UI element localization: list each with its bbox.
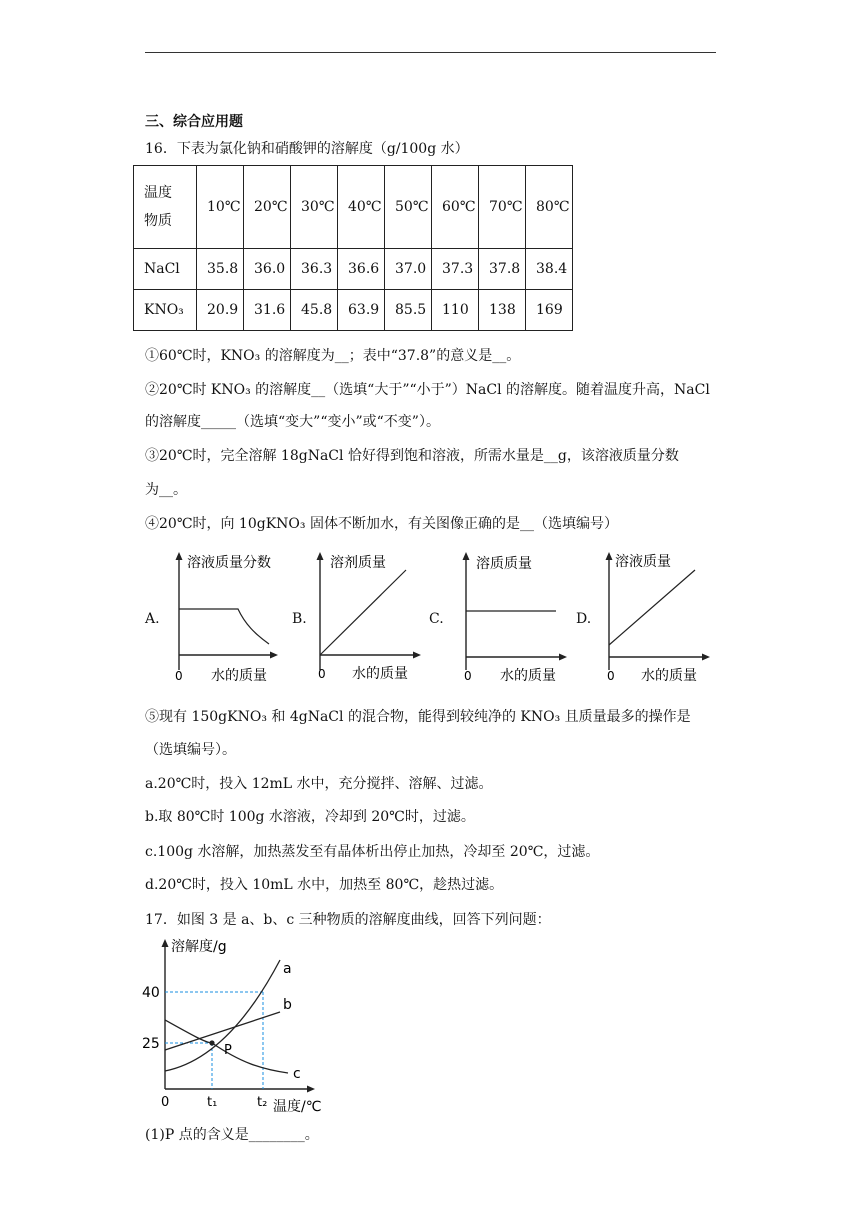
corner-substance-label: 物质 bbox=[144, 213, 172, 229]
q17-title: 17．如图 3 是 a、b、c 三种物质的溶解度曲线，回答下列问题： bbox=[145, 912, 551, 928]
q17-sub1: (1)P 点的含义是________。 bbox=[145, 1127, 319, 1143]
y-axis-label: 溶解度/g bbox=[171, 939, 227, 955]
q16-sub3-line1: ③20℃时，完全溶解 18gNaCl 恰好得到饱和溶液，所需水量是__g，该溶液质量分数 bbox=[145, 448, 679, 464]
q16-sub4: ④20℃时，向 10gKNO₃ 固体不断加水，有关图像正确的是__（选填编号） bbox=[145, 516, 618, 532]
temp-header: 50℃ bbox=[385, 166, 432, 249]
curve-b-label: b bbox=[283, 997, 292, 1013]
graph-origin: 0 bbox=[318, 667, 326, 681]
point-p bbox=[209, 1040, 214, 1045]
x-tick-label: t₁ bbox=[207, 1095, 218, 1110]
x-axis-arrow bbox=[559, 654, 567, 661]
origin-label: 0 bbox=[161, 1095, 170, 1110]
graph-x-label: 水的质量 bbox=[352, 666, 408, 682]
solubility-curve-figure bbox=[140, 934, 340, 1120]
table-row bbox=[134, 249, 573, 290]
graph-x-label: 水的质量 bbox=[211, 668, 267, 684]
q16-sub2-line2: 的溶解度_____（选填“变大”“变小”或“不变”）。 bbox=[145, 414, 440, 430]
q16-sub2-line1: ②20℃时 KNO₃ 的溶解度__（选填“大于”“小于”）NaCl 的溶解度。随着温度升高，NaCl bbox=[145, 382, 710, 398]
table-row bbox=[134, 290, 573, 331]
table-cell: 85.5 bbox=[385, 290, 432, 331]
table-cell: 36.3 bbox=[291, 249, 338, 290]
y-tick-label: 40 bbox=[142, 985, 160, 1001]
graph-y-label: 溶剂质量 bbox=[330, 555, 386, 571]
table-cell: 45.8 bbox=[291, 290, 338, 331]
table-cell: 36.0 bbox=[244, 249, 291, 290]
table-cell: 36.6 bbox=[338, 249, 385, 290]
graph-origin: 0 bbox=[607, 669, 615, 683]
graph-option-label: B. bbox=[292, 611, 307, 627]
graph-b-line bbox=[320, 570, 406, 655]
graph-a-curve bbox=[179, 609, 269, 644]
temp-header: 40℃ bbox=[338, 166, 385, 249]
q16-option-c: c.100g 水溶解，加热蒸发至有晶体析出停止加热，冷却至 20℃，过滤。 bbox=[145, 844, 600, 860]
x-axis-arrow bbox=[413, 652, 421, 659]
curve-a-label: a bbox=[283, 961, 292, 977]
x-axis-arrow bbox=[307, 1086, 315, 1093]
table-cell: 37.0 bbox=[385, 249, 432, 290]
temp-header: 10℃ bbox=[197, 166, 244, 249]
q16-option-a: a.20℃时，投入 12mL 水中，充分搅拌、溶解、过滤。 bbox=[145, 776, 493, 792]
table-cell: 63.9 bbox=[338, 290, 385, 331]
table-cell: 37.8 bbox=[479, 249, 526, 290]
q16-title: 16．下表为氯化钠和硝酸钾的溶解度（g/100g 水） bbox=[145, 141, 469, 157]
table-cell: 20.9 bbox=[197, 290, 244, 331]
section-title: 三、综合应用题 bbox=[145, 114, 243, 130]
header-rule bbox=[145, 52, 716, 53]
q16-sub3-line2: 为__。 bbox=[145, 482, 187, 498]
table-cell: 169 bbox=[526, 290, 573, 331]
q16-sub5-line2: （选填编号）。 bbox=[145, 742, 236, 758]
temp-header: 80℃ bbox=[526, 166, 573, 249]
temp-header: 20℃ bbox=[244, 166, 291, 249]
graph-option-label: D. bbox=[576, 611, 592, 627]
solubility-table bbox=[133, 165, 573, 331]
table-header-row bbox=[134, 166, 573, 249]
table-cell: 31.6 bbox=[244, 290, 291, 331]
q16-option-d: d.20℃时，投入 10mL 水中，加热至 80℃，趁热过滤。 bbox=[145, 877, 504, 893]
table-cell: 138 bbox=[479, 290, 526, 331]
graph-y-label: 溶液质量 bbox=[615, 554, 671, 570]
table-cell: 110 bbox=[432, 290, 479, 331]
y-axis-arrow bbox=[317, 552, 324, 560]
q16-sub1: ①60℃时，KNO₃ 的溶解度为__；表中“37.8”的意义是__。 bbox=[145, 348, 521, 364]
y-axis-arrow bbox=[162, 939, 169, 947]
graph-d bbox=[595, 548, 720, 688]
graph-b bbox=[306, 548, 431, 688]
temp-header: 60℃ bbox=[432, 166, 479, 249]
curve-c-label: c bbox=[293, 1066, 301, 1082]
graph-a bbox=[165, 548, 290, 688]
corner-temperature-label: 温度 bbox=[144, 185, 172, 201]
graph-x-label: 水的质量 bbox=[500, 668, 556, 684]
temp-header: 30℃ bbox=[291, 166, 338, 249]
y-axis-arrow bbox=[463, 552, 470, 560]
graph-d-line bbox=[609, 570, 695, 645]
x-axis-arrow bbox=[702, 654, 710, 661]
q16-sub5-line1: ⑤现有 150gKNO₃ 和 4gNaCl 的混合物，能得到较纯净的 KNO₃ 且质量最多的操作是 bbox=[145, 709, 691, 725]
x-axis-label: 温度/℃ bbox=[273, 1099, 322, 1115]
table-corner-cell bbox=[134, 166, 197, 249]
table-cell: 35.8 bbox=[197, 249, 244, 290]
graph-y-label: 溶质质量 bbox=[476, 556, 532, 572]
x-axis-arrow bbox=[270, 652, 278, 659]
y-axis-arrow bbox=[176, 552, 183, 560]
graph-option-label: C. bbox=[429, 611, 444, 627]
row-substance-name: NaCl bbox=[134, 249, 197, 290]
graph-origin: 0 bbox=[464, 669, 472, 683]
y-axis-arrow bbox=[606, 552, 613, 560]
row-substance-name: KNO₃ bbox=[134, 290, 197, 331]
table-cell: 38.4 bbox=[526, 249, 573, 290]
temp-header: 70℃ bbox=[479, 166, 526, 249]
graph-option-label: A. bbox=[145, 611, 160, 627]
x-tick-label: t₂ bbox=[257, 1095, 268, 1110]
q16-option-b: b.取 80℃时 100g 水溶液，冷却到 20℃时，过滤。 bbox=[145, 809, 475, 825]
y-tick-label: 25 bbox=[142, 1036, 160, 1052]
graph-c bbox=[452, 548, 577, 688]
graph-x-label: 水的质量 bbox=[641, 668, 697, 684]
point-p-label: P bbox=[224, 1043, 232, 1058]
table-cell: 37.3 bbox=[432, 249, 479, 290]
graph-origin: 0 bbox=[175, 669, 183, 683]
graph-y-label: 溶液质量分数 bbox=[187, 555, 271, 571]
